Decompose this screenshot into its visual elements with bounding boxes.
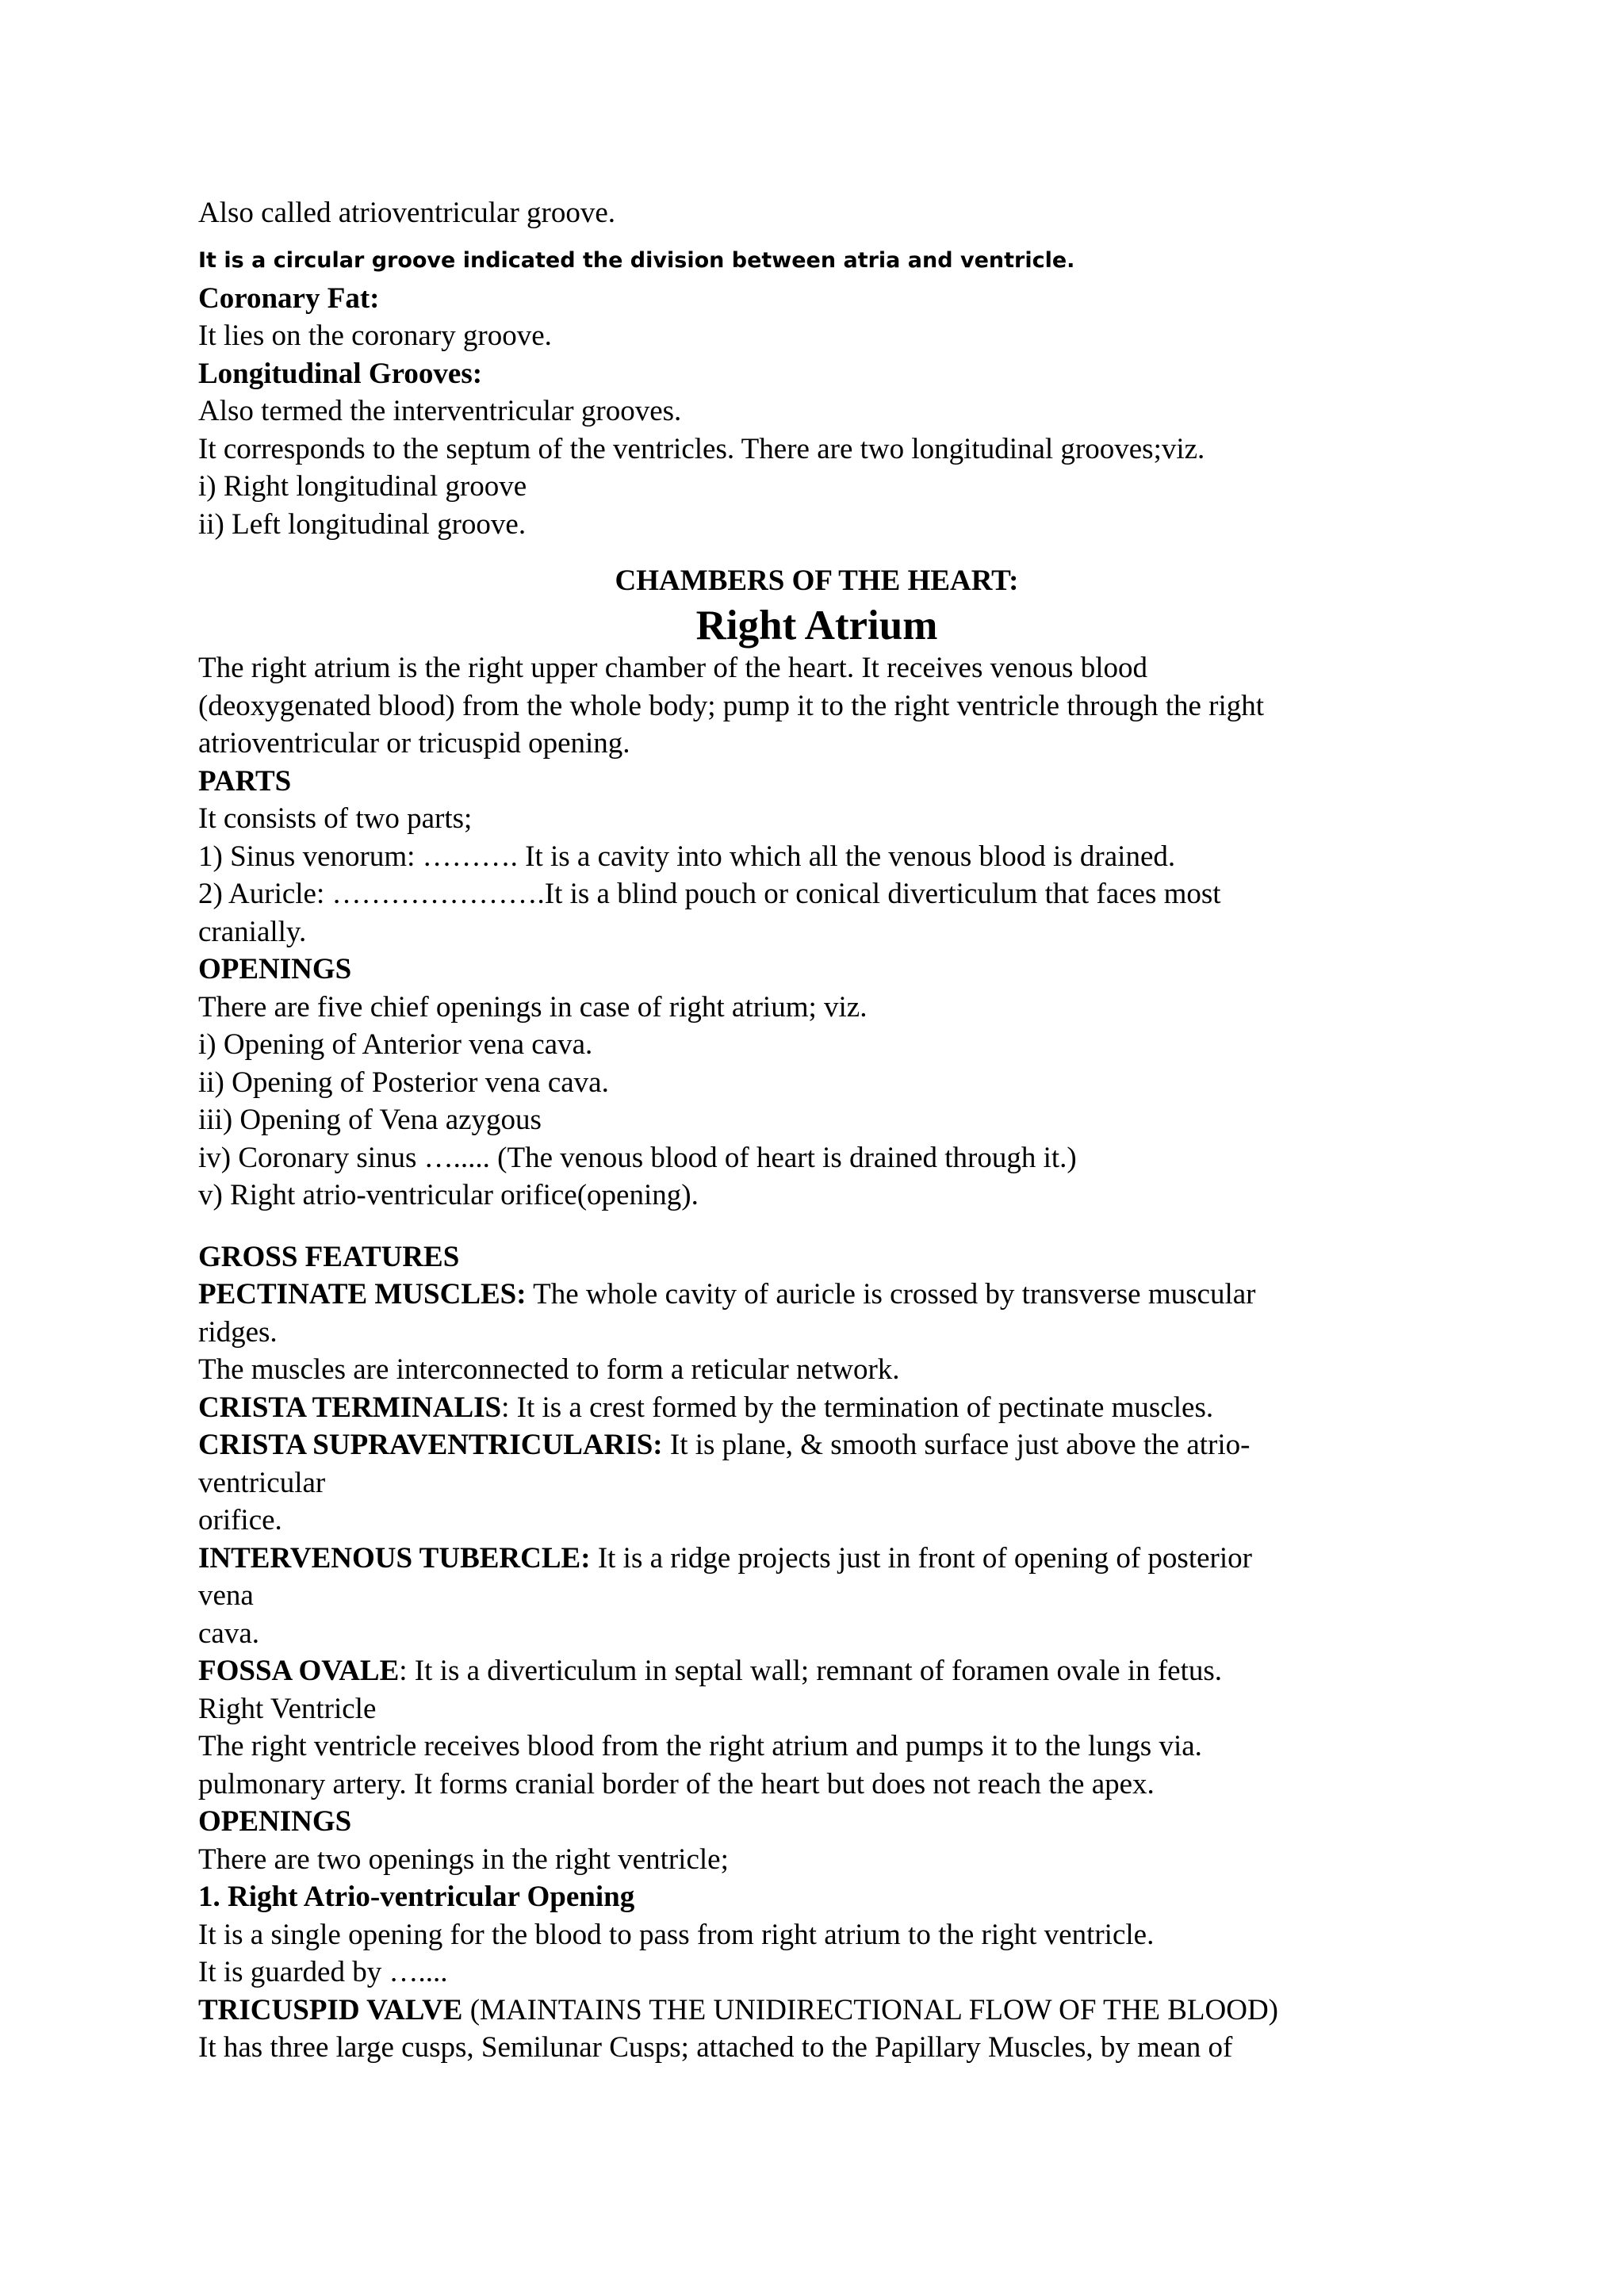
text-line: The right atrium is the right upper chamber of the heart. It receives venous blood <box>198 652 1147 684</box>
feature-intervenous-tubercle <box>198 1540 1435 1578</box>
section-title-right-atrium: Right Atrium <box>695 603 938 649</box>
term-definition: It is plane, & smooth surface just above the atrio- <box>662 1429 1251 1461</box>
term-definition: It is a ridge projects just in front of opening of posterior <box>590 1541 1252 1575</box>
heading-right-ventricle: Right Ventricle <box>198 1692 377 1725</box>
list-item: i) Opening of Anterior vena cava. <box>198 1028 593 1061</box>
heading-gross-features: GROSS FEATURES <box>198 1240 460 1273</box>
term-label: CRISTA SUPRAVENTRICULARIS: <box>198 1429 663 1461</box>
list-item: 2) Auricle: ………………….It is a blind pouch or conical diverticulum that faces most <box>198 878 1221 910</box>
list-item: iv) Coronary sinus …..... (The venous blood of heart is drained through it.) <box>198 1141 1077 1174</box>
text-line: There are two openings in the right ventricle; <box>198 1843 729 1876</box>
text-line: It consists of two parts; <box>198 802 473 835</box>
section-heading-chambers: CHAMBERS OF THE HEART: <box>615 564 1019 597</box>
text-line: cava. <box>198 1617 260 1650</box>
term-definition: : It is a crest formed by the termination of pectinate muscles. <box>501 1391 1214 1424</box>
text-line: The right ventricle receives blood from the right atrium and pumps it to the lungs via. <box>198 1730 1202 1762</box>
list-item: 1) Sinus venorum: ………. It is a cavity into which all the venous blood is drained. <box>198 840 1176 873</box>
heading-coronary-fat: Coronary Fat: <box>198 281 380 315</box>
feature-fossa-ovale <box>198 1652 1435 1690</box>
term-label: FOSSA OVALE <box>198 1655 400 1687</box>
text-line: It is guarded by ….... <box>198 1956 448 1988</box>
text-line: orifice. <box>198 1504 282 1536</box>
heading-openings: OPENINGS <box>198 953 352 985</box>
text-line: pulmonary artery. It forms cranial border of the heart but does not reach the apex. <box>198 1767 1155 1800</box>
heading-openings: OPENINGS <box>198 1805 352 1838</box>
term-label: CRISTA TERMINALIS <box>198 1391 502 1424</box>
term-label: INTERVENOUS TUBERCLE: <box>198 1541 591 1575</box>
list-item: iii) Opening of Vena azygous <box>198 1104 542 1136</box>
heading-parts: PARTS <box>198 764 292 798</box>
text-line: Also termed the interventricular grooves. <box>198 395 682 427</box>
heading-right-av-opening: 1. Right Atrio-ventricular Opening <box>198 1881 635 1913</box>
feature-pectinate-muscles <box>198 1276 1435 1314</box>
term-label: TRICUSPID VALVE <box>198 1993 463 2026</box>
feature-tricuspid-valve <box>198 1992 1435 2030</box>
groove-definition-line: It is a circular groove indicated the division between atria and ventricle. <box>198 247 1075 273</box>
text-line: vena <box>198 1579 254 1612</box>
term-definition: The whole cavity of auricle is crossed by transverse muscular <box>526 1278 1256 1311</box>
text-line: It lies on the coronary groove. <box>198 320 552 352</box>
list-item: i) Right longitudinal groove <box>198 470 527 503</box>
document-body <box>198 194 1435 2067</box>
term-label: PECTINATE MUSCLES: <box>198 1278 527 1311</box>
list-item: ii) Opening of Posterior vena cava. <box>198 1066 609 1099</box>
heading-longitudinal-grooves: Longitudinal Grooves: <box>198 357 483 390</box>
text-line: ventricular <box>198 1466 326 1499</box>
feature-crista-terminalis <box>198 1389 1435 1427</box>
text-line: cranially. <box>198 915 307 948</box>
list-item: ii) Left longitudinal groove. <box>198 507 527 541</box>
text-line: It is a single opening for the blood to pass from right atrium to the right ventricle. <box>198 1918 1155 1951</box>
text-line: It has three large cusps, Semilunar Cusps; attached to the Papillary Muscles, by mean of <box>198 2031 1233 2064</box>
text-line: The muscles are interconnected to form a reticular network. <box>198 1353 900 1386</box>
text-line: ridges. <box>198 1315 278 1349</box>
term-definition: (MAINTAINS THE UNIDIRECTIONAL FLOW OF THE BLOOD) <box>462 1993 1278 2026</box>
text-line: (deoxygenated blood) from the whole body; pump it to the right ventricle through the right <box>198 689 1265 722</box>
list-item: v) Right atrio-ventricular orifice(opening). <box>198 1179 699 1211</box>
term-definition: : It is a diverticulum in septal wall; remnant of foramen ovale in fetus. <box>399 1655 1223 1687</box>
text-line: Also called atrioventricular groove. <box>198 197 616 229</box>
feature-crista-supraventricularis <box>198 1426 1435 1464</box>
text-line: It corresponds to the septum of the ventricles. There are two longitudinal grooves;viz. <box>198 432 1205 465</box>
text-line: There are five chief openings in case of right atrium; viz. <box>198 990 868 1024</box>
text-line: atrioventricular or tricuspid opening. <box>198 727 630 760</box>
